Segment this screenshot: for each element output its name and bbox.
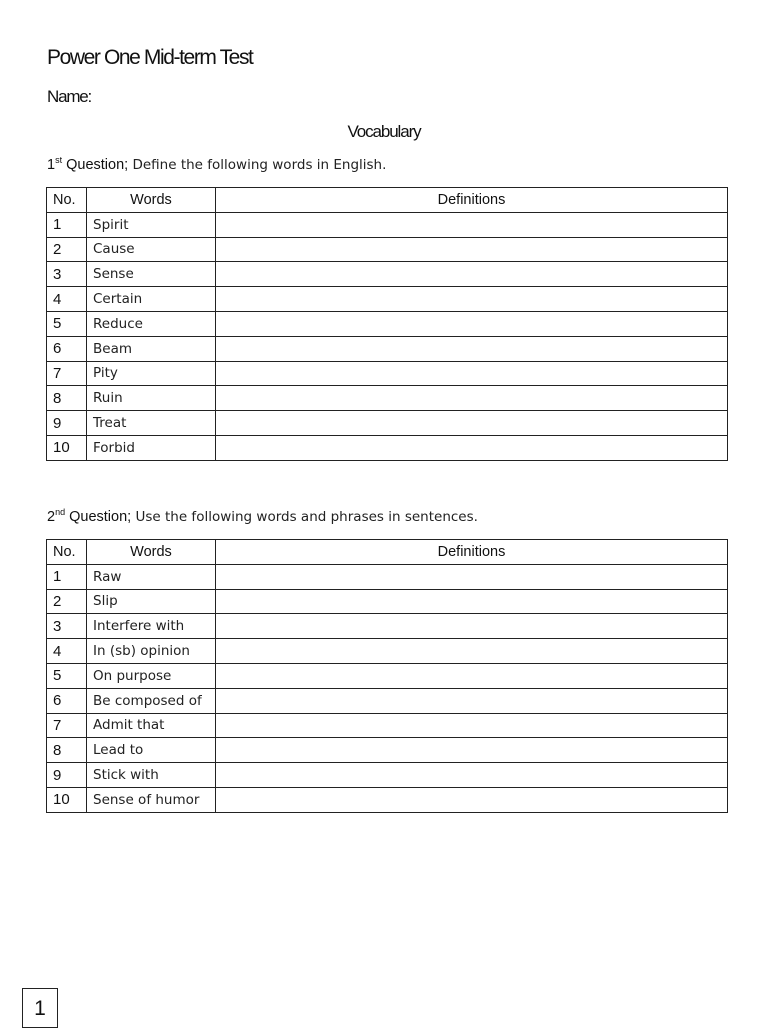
table-row — [47, 614, 728, 639]
row-word: Spirit — [87, 212, 216, 237]
row-word: Beam — [87, 336, 216, 361]
table-row — [47, 564, 728, 589]
definition-cell[interactable] — [216, 713, 728, 738]
question-1-ordinal: st — [55, 155, 63, 165]
question-2 — [47, 507, 478, 525]
table-row — [47, 688, 728, 713]
definition-cell[interactable] — [216, 212, 728, 237]
question-1-label: Question; — [62, 157, 129, 173]
page-number: 1 — [22, 988, 58, 1028]
row-number: 5 — [47, 311, 87, 336]
table-header-row — [47, 188, 728, 213]
row-number: 9 — [47, 411, 87, 436]
row-number: 3 — [47, 614, 87, 639]
row-word: Certain — [87, 287, 216, 312]
table-row — [47, 435, 728, 460]
header-words: Words — [87, 188, 216, 213]
row-word: On purpose — [87, 663, 216, 688]
section-title: Vocabulary — [347, 122, 421, 141]
vocabulary-table-1 — [46, 187, 728, 461]
name-label: Name: — [47, 87, 92, 106]
table-row — [47, 663, 728, 688]
row-word: Admit that — [87, 713, 216, 738]
row-number: 6 — [47, 688, 87, 713]
question-2-ordinal: nd — [55, 507, 66, 517]
header-no: No. — [47, 188, 87, 213]
definition-cell[interactable] — [216, 639, 728, 664]
row-word: Sense — [87, 262, 216, 287]
row-number: 3 — [47, 262, 87, 287]
table-row — [47, 237, 728, 262]
row-word: Slip — [87, 589, 216, 614]
row-word: Lead to — [87, 738, 216, 763]
row-number: 4 — [47, 287, 87, 312]
question-1-number: 1 — [47, 157, 56, 173]
definition-cell[interactable] — [216, 386, 728, 411]
definition-cell[interactable] — [216, 564, 728, 589]
table-row — [47, 336, 728, 361]
header-definitions: Definitions — [216, 540, 728, 565]
row-number: 8 — [47, 738, 87, 763]
question-1-instruction: Define the following words in English. — [128, 157, 387, 173]
definition-cell[interactable] — [216, 262, 728, 287]
row-word: Forbid — [87, 435, 216, 460]
row-word: Pity — [87, 361, 216, 386]
question-2-number: 2 — [47, 509, 56, 525]
definition-cell[interactable] — [216, 311, 728, 336]
row-word: Reduce — [87, 311, 216, 336]
definition-cell[interactable] — [216, 589, 728, 614]
row-number: 8 — [47, 386, 87, 411]
definition-cell[interactable] — [216, 614, 728, 639]
row-number: 1 — [47, 564, 87, 589]
row-word: Ruin — [87, 386, 216, 411]
row-number: 2 — [47, 589, 87, 614]
table-row — [47, 639, 728, 664]
question-2-instruction: Use the following words and phrases in sentences. — [131, 509, 478, 525]
definition-cell[interactable] — [216, 361, 728, 386]
row-word: Treat — [87, 411, 216, 436]
table-header-row — [47, 540, 728, 565]
row-word: In (sb) opinion — [87, 639, 216, 664]
definition-cell[interactable] — [216, 688, 728, 713]
row-word: Be composed of — [87, 688, 216, 713]
table-row — [47, 311, 728, 336]
table-row — [47, 287, 728, 312]
header-definitions: Definitions — [216, 188, 728, 213]
table-row — [47, 262, 728, 287]
definition-cell[interactable] — [216, 336, 728, 361]
table-row — [47, 787, 728, 812]
vocabulary-table-2 — [46, 539, 728, 813]
definition-cell[interactable] — [216, 663, 728, 688]
definition-cell[interactable] — [216, 411, 728, 436]
table-row — [47, 386, 728, 411]
row-number: 5 — [47, 663, 87, 688]
definition-cell[interactable] — [216, 287, 728, 312]
row-number: 4 — [47, 639, 87, 664]
question-2-label: Question; — [65, 509, 132, 525]
row-number: 2 — [47, 237, 87, 262]
row-word: Interfere with — [87, 614, 216, 639]
row-number: 10 — [47, 787, 87, 812]
row-word: Cause — [87, 237, 216, 262]
row-word: Sense of humor — [87, 787, 216, 812]
definition-cell[interactable] — [216, 787, 728, 812]
row-number: 6 — [47, 336, 87, 361]
definition-cell[interactable] — [216, 738, 728, 763]
row-number: 9 — [47, 763, 87, 788]
definition-cell[interactable] — [216, 237, 728, 262]
definition-cell[interactable] — [216, 435, 728, 460]
table-row — [47, 763, 728, 788]
table-row — [47, 212, 728, 237]
page-title: Power One Mid-term Test — [47, 46, 253, 69]
row-number: 7 — [47, 361, 87, 386]
definition-cell[interactable] — [216, 763, 728, 788]
question-1 — [47, 155, 386, 173]
row-number: 7 — [47, 713, 87, 738]
table-row — [47, 411, 728, 436]
table-row — [47, 589, 728, 614]
table-row — [47, 713, 728, 738]
row-word: Raw — [87, 564, 216, 589]
row-number: 10 — [47, 435, 87, 460]
table-row — [47, 361, 728, 386]
header-words: Words — [87, 540, 216, 565]
header-no: No. — [47, 540, 87, 565]
table-row — [47, 738, 728, 763]
row-number: 1 — [47, 212, 87, 237]
row-word: Stick with — [87, 763, 216, 788]
